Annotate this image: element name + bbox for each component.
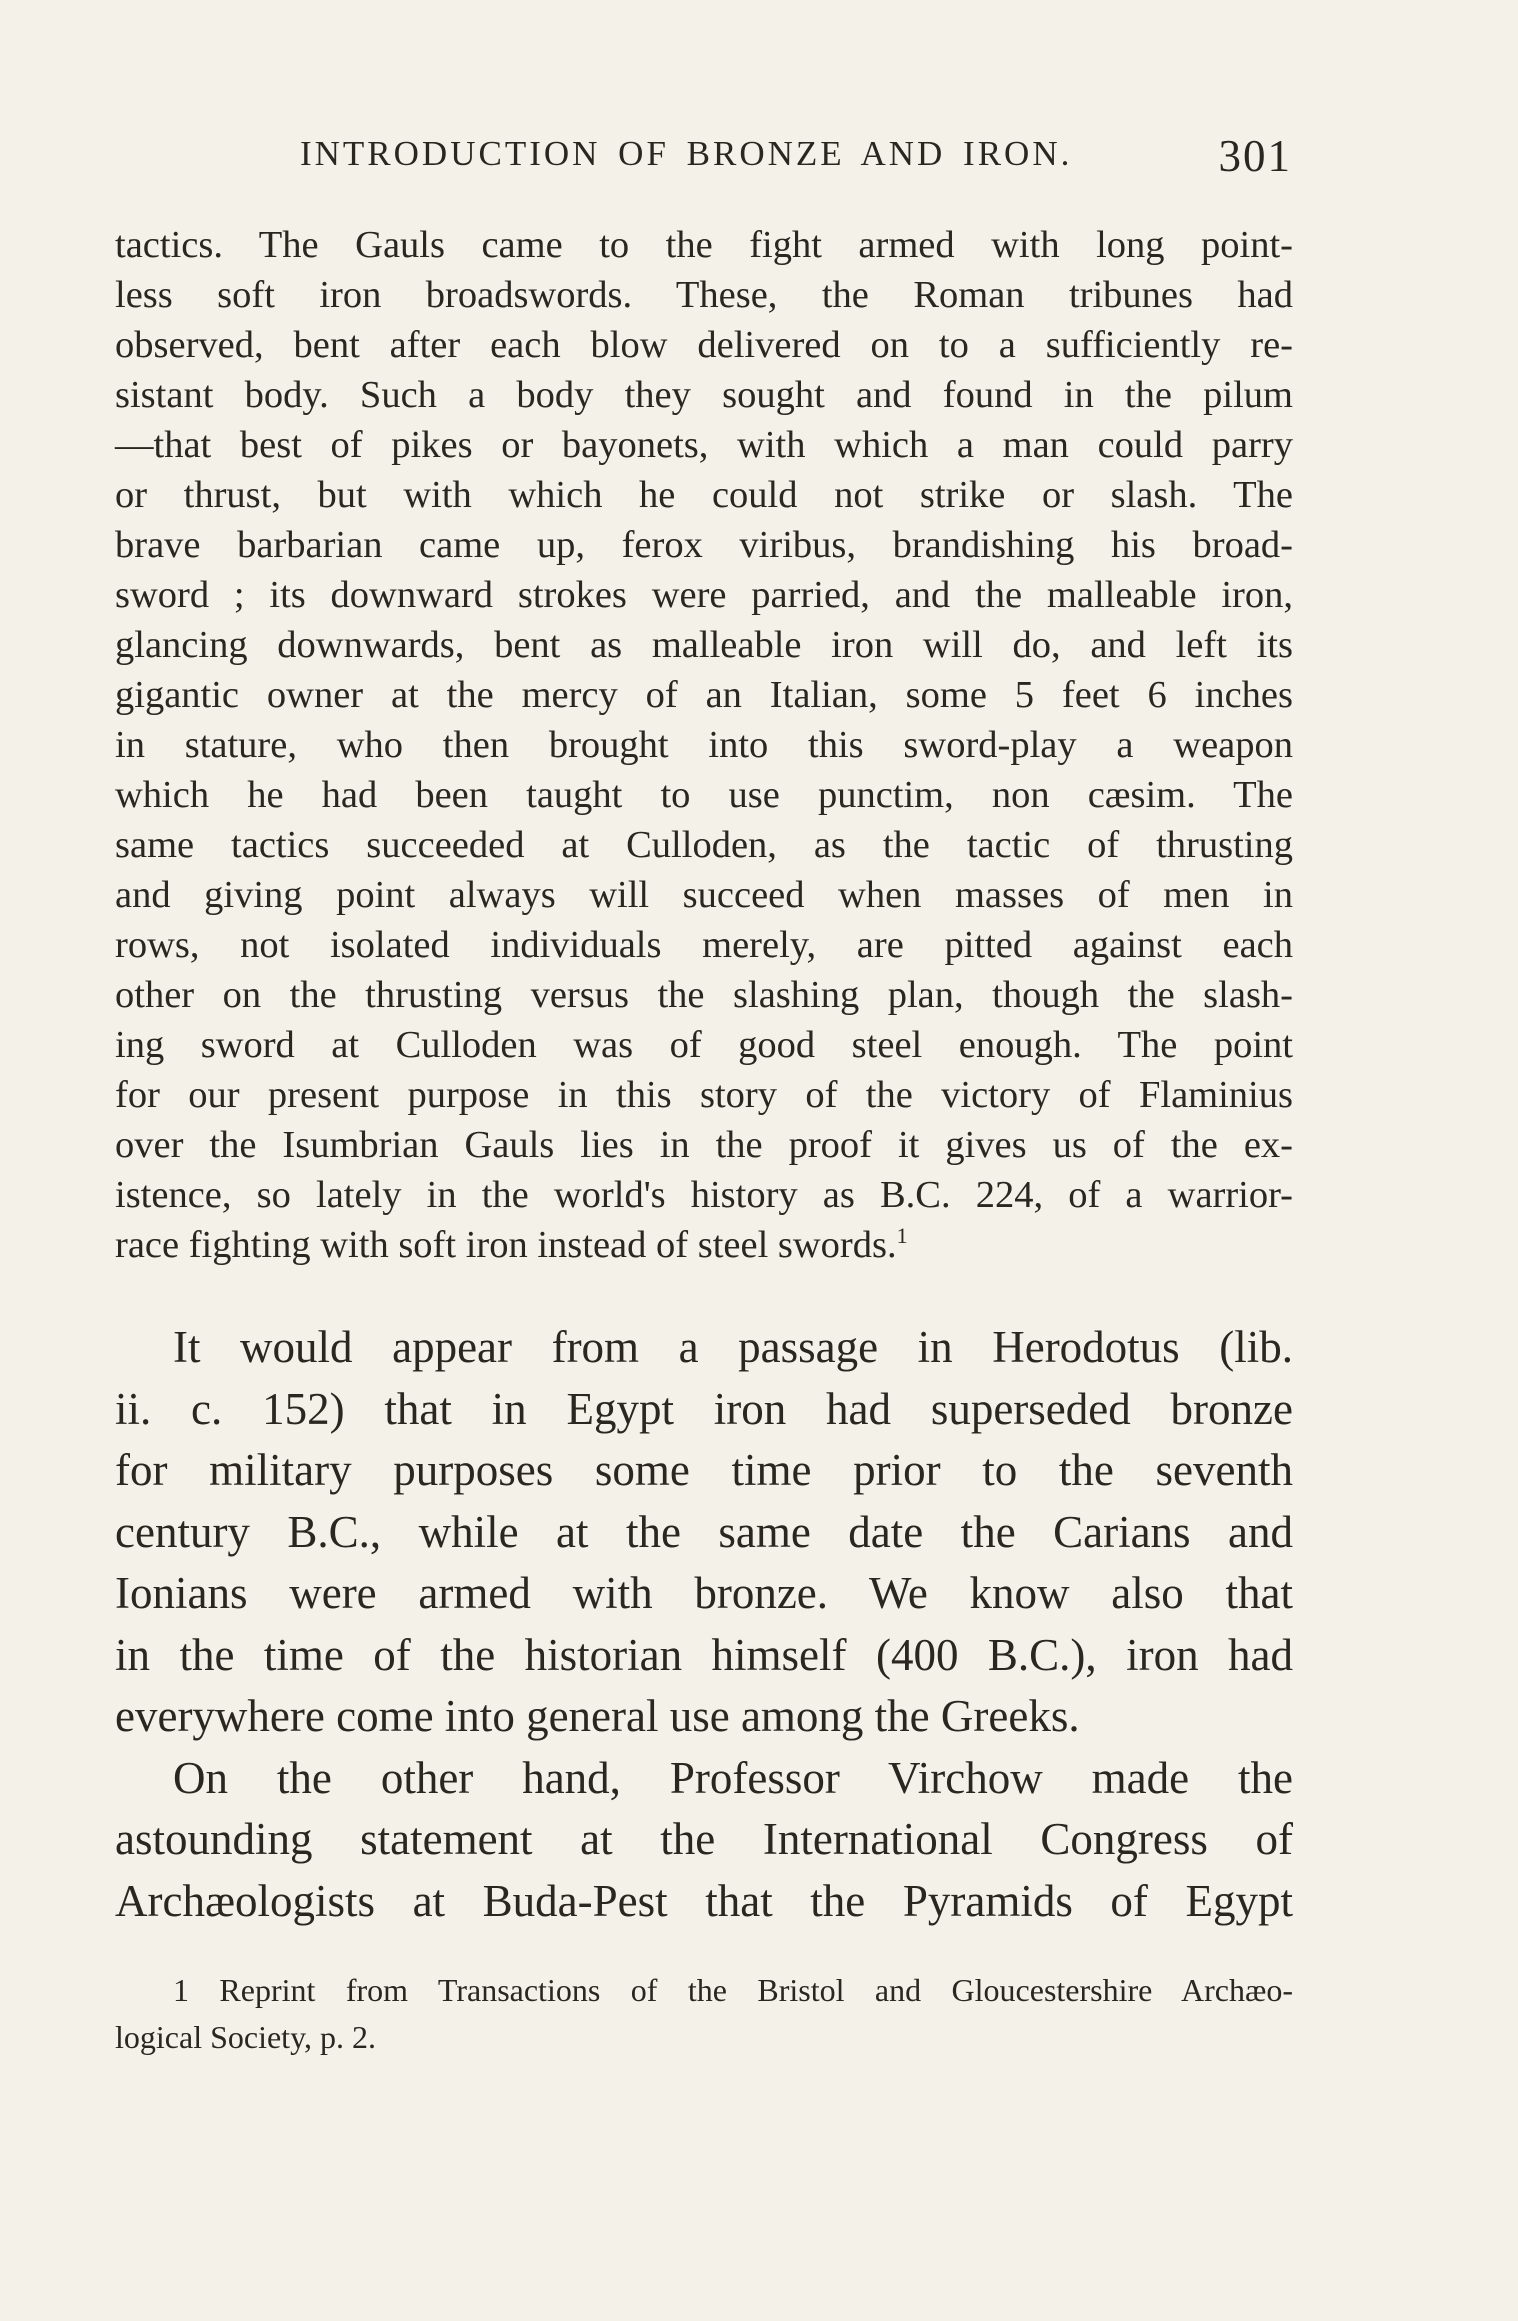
text-line: —that best of pikes or bayonets, with which a man could parry [115,424,1293,466]
text-line: It would appear from a passage in Herodotus (lib. [173,1322,1293,1372]
text-line: century B.C., while at the same date the Carians and [115,1506,1293,1557]
text-line: rows, not isolated individuals merely, are pitted against each [115,924,1293,966]
paragraph-1 [115,220,1293,1270]
text-line: ing sword at Culloden was of good steel enough. The point [115,1024,1293,1066]
page-number: 301 [1218,131,1292,181]
page-header [300,128,1292,188]
text-line: and giving point always will succeed when masses of men in [115,874,1293,916]
text-line-content: race fighting with soft iron instead of steel swords. [115,1224,897,1266]
text-line: Archæologists at Buda-Pest that the Pyramids of Egypt [115,1875,1293,1926]
paragraph-2 [115,1317,1293,1748]
text-line: astounding statement at the International Congress of [115,1814,1293,1864]
footnote [115,1967,1293,2061]
text-line: in the time of the historian himself (400 B.C.), iron had [115,1629,1293,1680]
page-body [115,220,1293,2061]
text-line: On the other hand, Professor Virchow made the [173,1752,1293,1803]
text-line: sistant body. Such a body they sought and found in the pilum [115,374,1293,416]
text-line: in stature, who then brought into this sword-play a weapon [115,724,1293,766]
text-line: tactics. The Gauls came to the fight armed with long point- [115,224,1293,266]
text-line: sword ; its downward strokes were parried, and the malleable iron, [115,574,1293,616]
text-line: for military purposes some time prior to the seventh [115,1445,1293,1495]
footnote-line: logical Society, p. 2. [115,2019,376,2055]
footnote-line: 1 Reprint from Transactions of the Bristol and Gloucestershire Archæo- [173,1972,1293,2008]
text-line: everywhere come into general use among the Greeks. [115,1691,1080,1741]
text-line: glancing downwards, bent as malleable iron will do, and left its [115,624,1293,666]
text-line: less soft iron broadswords. These, the Roman tribunes had [115,274,1293,316]
text-line: istence, so lately in the world's history as B.C. 224, of a warrior- [115,1174,1293,1216]
text-line: observed, bent after each blow delivered on to a sufficiently re- [115,324,1293,366]
text-line-last [115,1220,1293,1270]
text-line: or thrust, but with which he could not strike or slash. The [115,474,1293,516]
text-line: for our present purpose in this story of the victory of Flaminius [115,1074,1293,1116]
text-line: brave barbarian came up, ferox viribus, brandishing his broad- [115,524,1293,566]
text-line: other on the thrusting versus the slashing plan, though the slash- [115,974,1293,1016]
text-line: same tactics succeeded at Culloden, as the tactic of thrusting [115,824,1293,866]
text-line: ii. c. 152) that in Egypt iron had superseded bronze [115,1383,1293,1434]
footnote-marker[interactable]: 1 [896,1223,908,1249]
text-line: gigantic owner at the mercy of an Italian, some 5 feet 6 inches [115,674,1293,716]
running-title: INTRODUCTION OF BRONZE AND IRON. [300,134,1073,173]
text-line: over the Isumbrian Gauls lies in the proof it gives us of the ex- [115,1124,1293,1166]
paragraph-3 [115,1748,1293,1933]
text-line: Ionians were armed with bronze. We know also that [115,1568,1293,1618]
text-line: which he had been taught to use punctim, non cæsim. The [115,774,1293,816]
